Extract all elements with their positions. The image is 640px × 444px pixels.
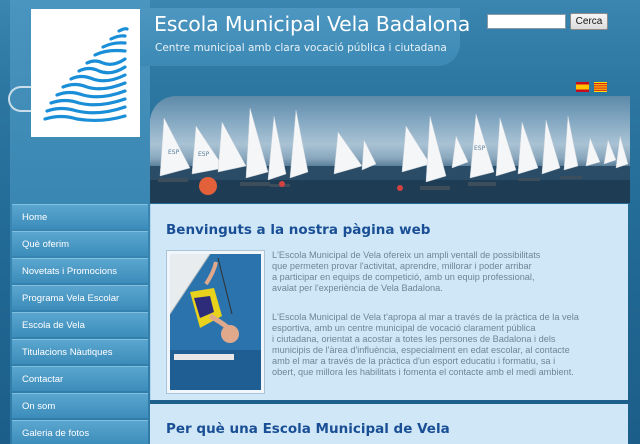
mission-line: municipis de l'àrea d'influència, especialment en edat escolar, al contacte [272,345,570,356]
mission-line: esportiva, amb un centre municipal de vocació clarament pública [272,323,536,334]
nav-item-novetats[interactable]: Novetats i Promocions [12,258,148,283]
mission-line: L'Escola Municipal de Vela t'apropa al mar a través de la pràctica de la vela [272,312,579,322]
nav-item-on-som[interactable]: On som [12,393,148,418]
sailor-image [170,254,261,390]
intro-paragraph [272,250,540,294]
banner-photo [150,96,630,203]
intro-line: que permeten provar l'activitat, aprendre, millorar i poder arribar [272,261,532,272]
nav-item-vela-escolar[interactable]: Programa Vela Escolar [12,285,148,310]
svg-text:ESP: ESP [168,149,180,156]
nav-item-contactar[interactable]: Contactar [12,366,148,391]
nav-item-titulacions[interactable]: Titulacions Nàutiques [12,339,148,364]
site-logo[interactable] [31,9,140,137]
site-subtitle: Centre municipal amb clara vocació pública i ciutadana [155,42,447,54]
mission-line: i ciutadana, orientat a acostar a totes les persones de Badalona i dels [272,334,556,345]
search-input[interactable] [487,14,566,29]
intro-line: L'Escola Municipal de Vela ofereix un ampli ventall de possibilitats [272,250,541,260]
intro-line: a participar en equips de competició, amb un equip professional, [272,272,535,283]
mission-line: obert, que millora les habilitats i fomenta el contacte amb el medi ambient. [272,367,574,378]
main-nav [12,204,148,444]
ca-flag-icon[interactable] [594,82,607,92]
search-button[interactable]: Cerca [570,13,608,30]
welcome-heading: Benvinguts a la nostra pàgina web [166,222,431,238]
sailboats-image [150,96,630,203]
site-title: Escola Municipal Vela Badalona [154,12,471,36]
mission-paragraph [272,312,579,379]
svg-text:ESP: ESP [198,151,210,158]
nav-item-escola-vela[interactable]: Escola de Vela [12,312,148,337]
nav-item-que-oferim[interactable]: Què oferim [12,231,148,256]
waves-logo-icon [31,9,140,137]
svg-text:ESP: ESP [474,145,486,152]
nav-item-home[interactable]: Home [12,204,148,229]
sailor-photo [166,250,265,394]
nav-item-galeria[interactable]: Galeria de fotos [12,420,148,444]
mission-line: amb el mar a través de la pràctica d'un esport educatiu i formatiu, sa i [272,356,556,367]
intro-line: avalat per l'experiència de Vela Badalona. [272,283,443,294]
es-flag-icon[interactable] [576,82,589,92]
why-heading: Per què una Escola Municipal de Vela [166,421,450,437]
